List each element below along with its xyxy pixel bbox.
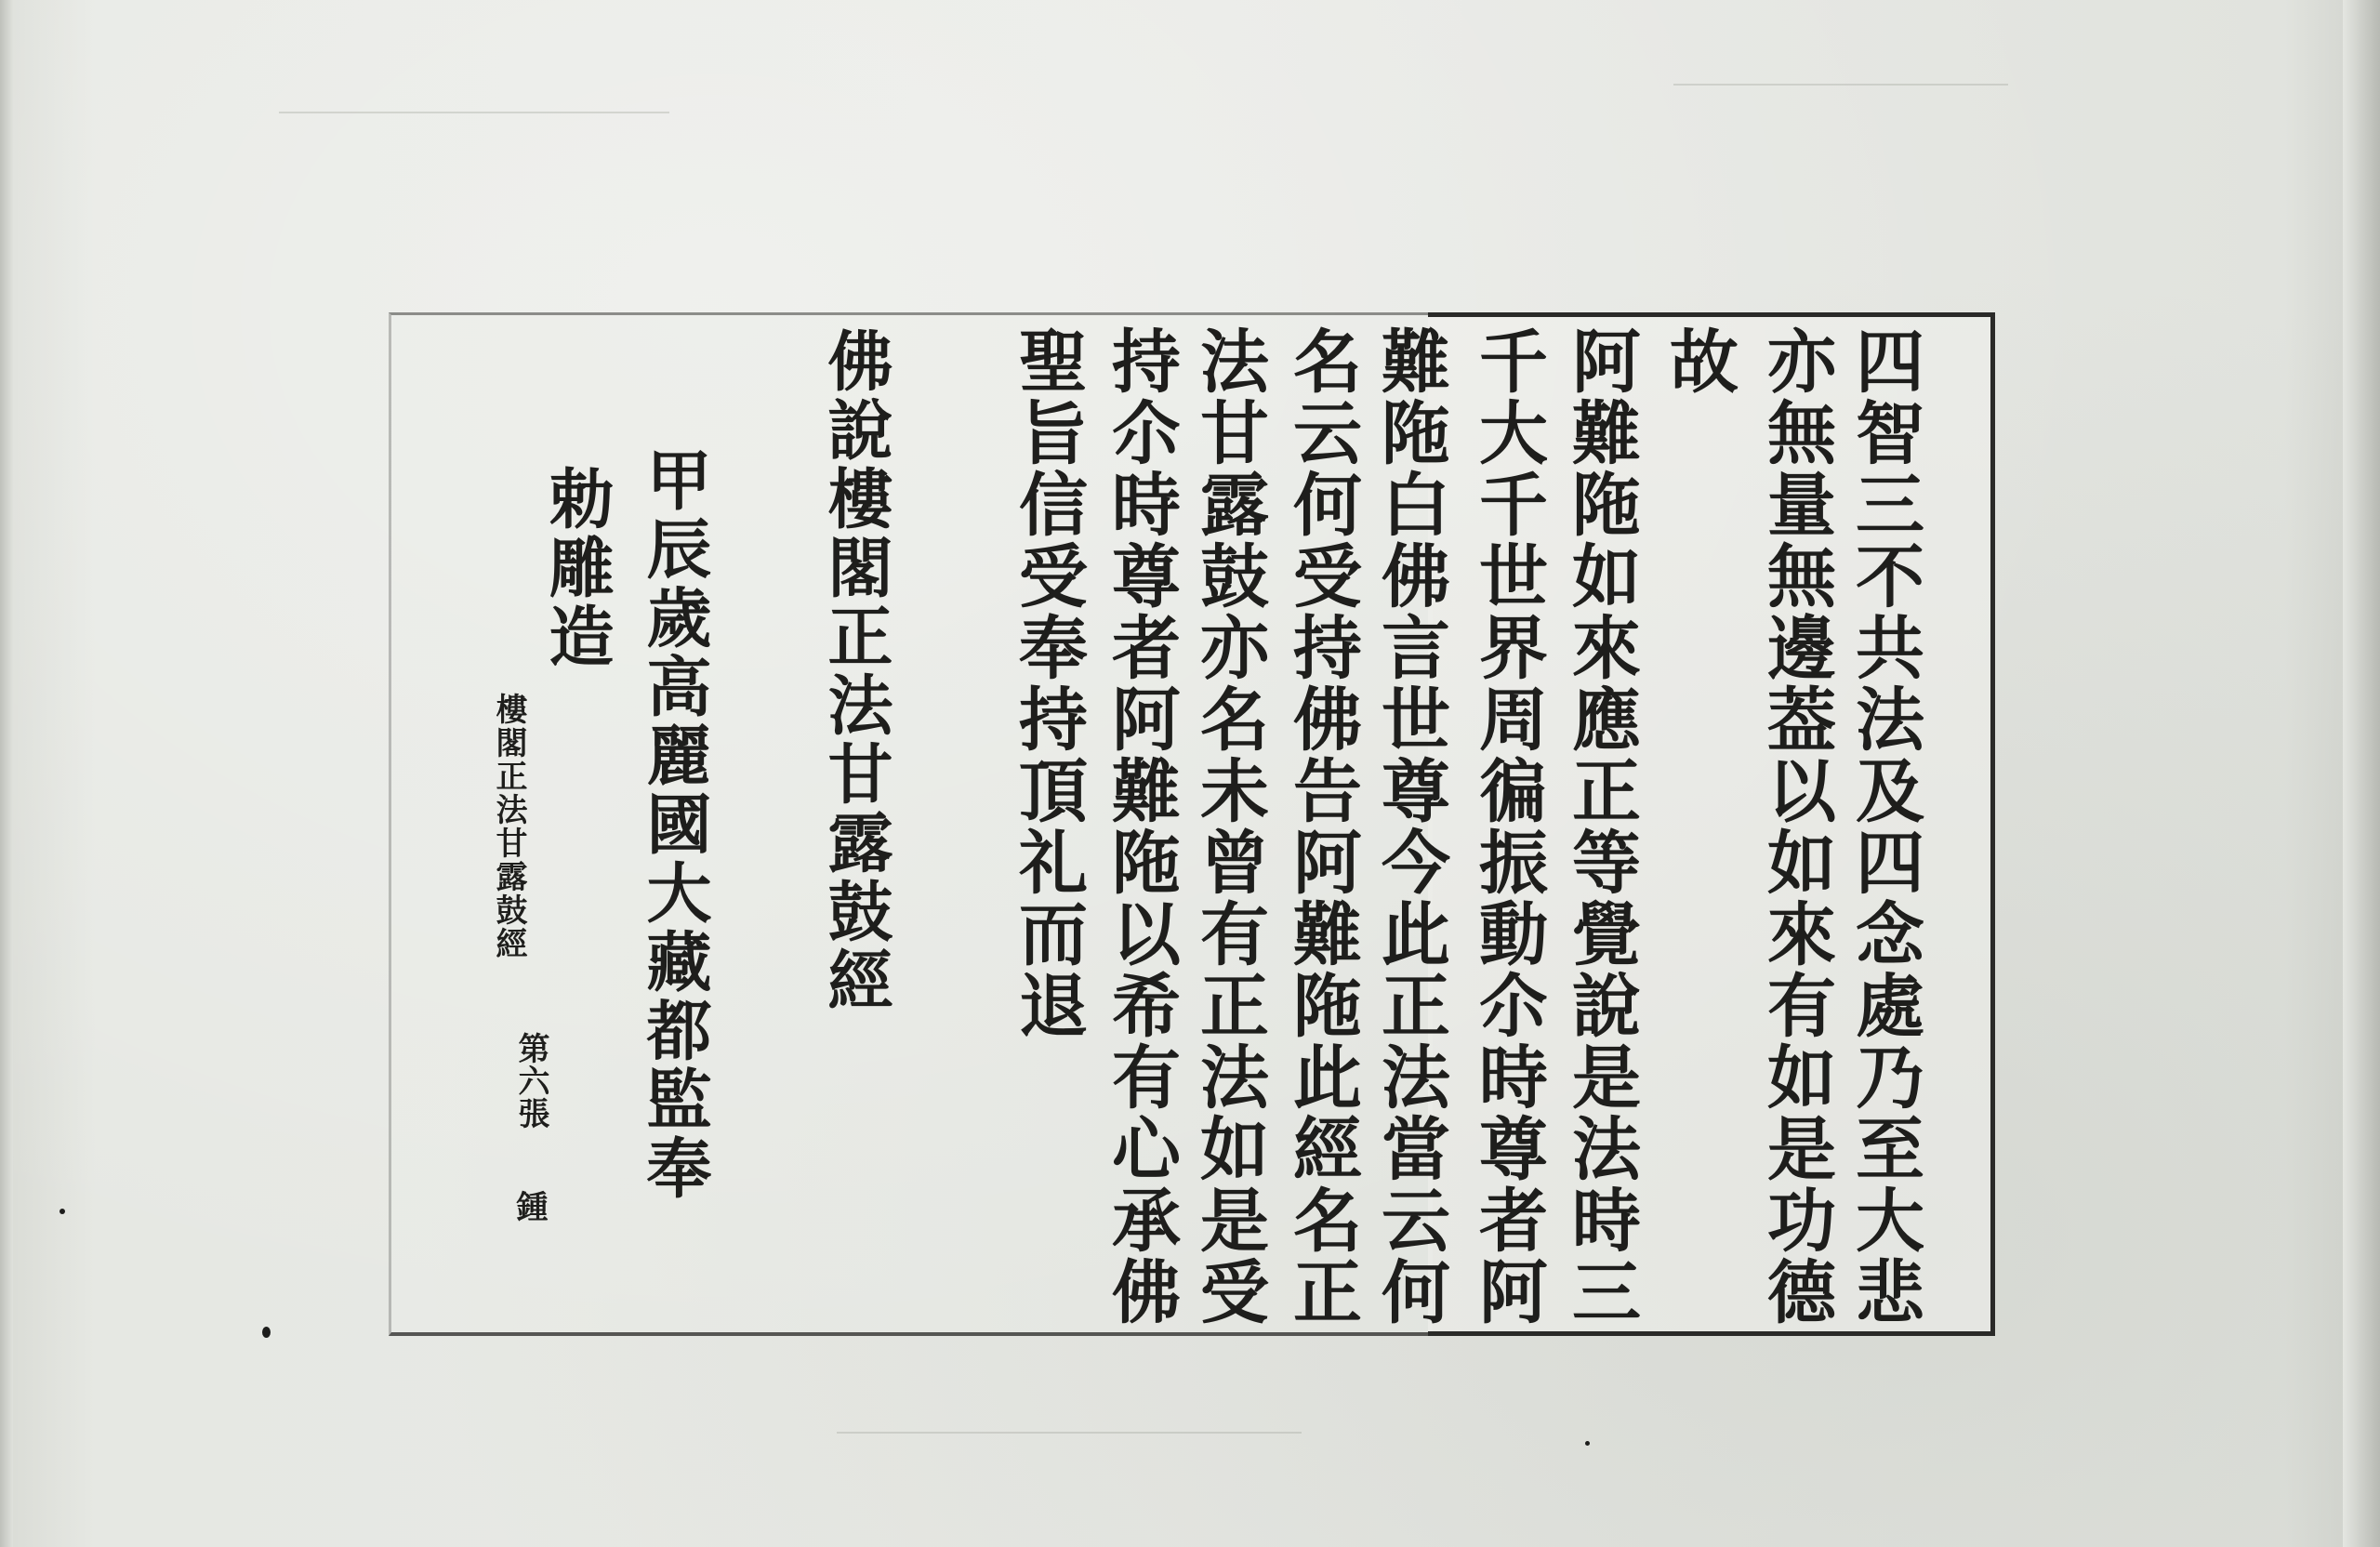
paper-fibre [279, 112, 669, 113]
text-column-1: 四智三不共法及四念處乃至大悲 [1844, 325, 1924, 1328]
text-column-4: 阿難陁如來應正等覺說是法時三 [1561, 325, 1641, 1328]
colophon-line-1: 甲辰歲高麗國大藏都監奉 [636, 446, 713, 1203]
ink-speck [262, 1327, 271, 1338]
text-column-9: 持尒時尊者阿難陁以希有心承佛 [1101, 325, 1181, 1328]
sheet-right-edge [2343, 0, 2380, 1547]
margin-carver-name: 鍾 [510, 1190, 548, 1223]
margin-short-title: 樓閣正法甘露鼓經 [490, 693, 527, 960]
ink-speck [1585, 1441, 1590, 1446]
ink-speck [60, 1209, 65, 1214]
text-column-7: 名云何受持佛告阿難陁此經名正 [1282, 325, 1362, 1328]
colophon-line-2: 勅雕造 [538, 465, 615, 671]
text-column-3: 故 [1659, 325, 1739, 397]
text-column-5: 千大千世界周徧振動尒時尊者阿 [1468, 325, 1548, 1328]
sheet-left-edge [0, 0, 13, 1547]
text-column-8: 法甘露鼓亦名未曾有正法如是受 [1189, 325, 1269, 1328]
paper-fibre [1673, 84, 2008, 86]
text-column-6: 難陁白佛言世尊今此正法當云何 [1370, 325, 1450, 1328]
text-column-10: 聖旨信受奉持頂礼而退 [1008, 325, 1088, 1041]
closing-title: 佛說樓閣正法甘露鼓經 [817, 327, 894, 1015]
text-column-2: 亦無量無邊葢以如來有如是功德 [1756, 325, 1836, 1328]
margin-sheet-number: 第六張 [512, 1032, 549, 1130]
paper-fibre [837, 1432, 1302, 1434]
